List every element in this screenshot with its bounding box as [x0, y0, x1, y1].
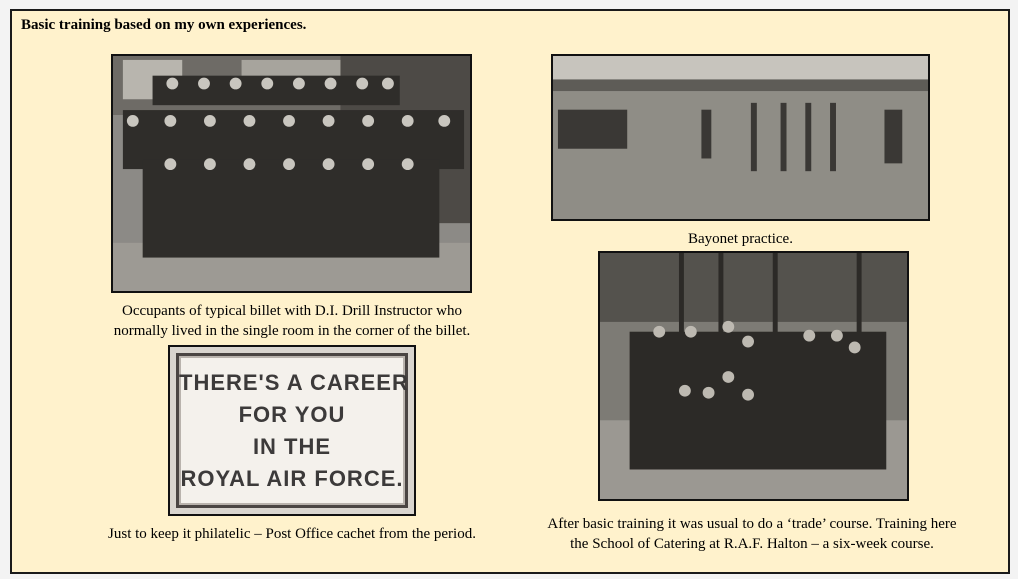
catering-school-photo [598, 251, 909, 501]
billet-caption-line1: Occupants of typical billet with D.I. Drill Instructor who [122, 303, 462, 319]
catering-photo-image [600, 253, 907, 499]
catering-caption-line2: the School of Catering at R.A.F. Halton – a six-week course. [570, 536, 934, 552]
billet-caption [72, 301, 512, 341]
bayonet-photo-image [553, 56, 928, 219]
cachet-line-1: THERE'S A CAREER [179, 370, 409, 395]
catering-caption-line1: After basic training it was usual to do a ‘trade’ course. Training here [547, 516, 957, 532]
page-panel [10, 9, 1010, 574]
bayonet-caption: Bayonet practice. [688, 231, 793, 247]
billet-photo-image [113, 56, 470, 291]
billet-group-photo [111, 54, 472, 293]
cachet-line-3: IN THE [252, 434, 332, 459]
raf-cachet-image [168, 345, 416, 516]
bayonet-practice-photo [551, 54, 930, 221]
billet-caption-line2: normally lived in the single room in the corner of the billet. [113, 323, 471, 339]
cachet-line-4: ROYAL AIR FORCE. [180, 466, 404, 491]
catering-caption [512, 514, 992, 554]
cachet-label [176, 353, 408, 508]
cachet-line-2: FOR YOU [238, 402, 346, 427]
page-title: Basic training based on my own experiences. [21, 17, 307, 33]
cachet-caption: Just to keep it philatelic – Post Office cachet from the period. [108, 526, 476, 542]
